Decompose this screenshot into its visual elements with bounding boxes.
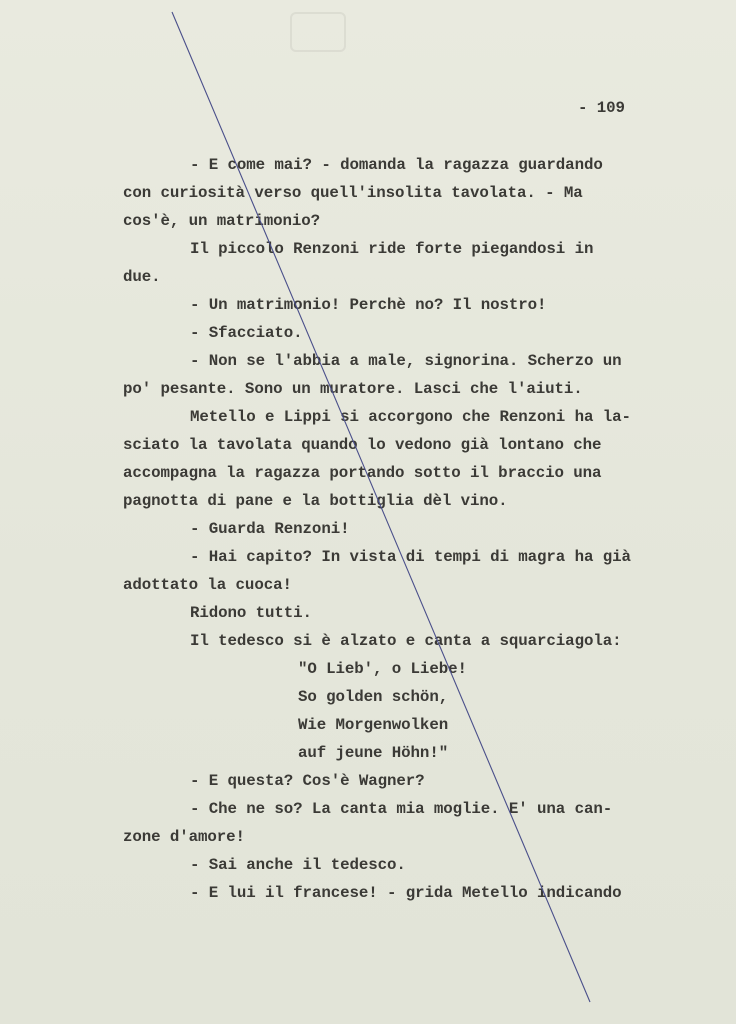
text-line: cos'è, un matrimonio? <box>123 212 320 230</box>
text-line: - E come mai? - domanda la ragazza guardando <box>190 156 603 174</box>
text-line: - Guarda Renzoni! <box>190 520 350 538</box>
text-line: - E lui il francese! - grida Metello indicando <box>190 884 622 902</box>
text-line: - Non se l'abbia a male, signorina. Scherzo un <box>190 352 622 370</box>
text-line: po' pesante. Sono un muratore. Lasci che l'aiuti. <box>123 380 583 398</box>
text-line: - E questa? Cos'è Wagner? <box>190 772 425 790</box>
text-line: adottato la cuoca! <box>123 576 292 594</box>
text-line: Il piccolo Renzoni ride forte piegandosi in <box>190 240 594 258</box>
page-number: - 109 <box>578 99 625 117</box>
text-line: - Che ne so? La canta mia moglie. E' una can- <box>190 800 613 818</box>
text-line: pagnotta di pane e la bottiglia dèl vino. <box>123 492 508 510</box>
text-line: - Hai capito? In vista di tempi di magra ha già <box>190 548 631 566</box>
text-line: So golden schön, <box>298 688 449 706</box>
text-line: Metello e Lippi si accorgono che Renzoni ha la- <box>190 408 631 426</box>
text-line: sciato la tavolata quando lo vedono già lontano che <box>123 436 602 454</box>
text-line: - Un matrimonio! Perchè no? Il nostro! <box>190 296 547 314</box>
text-line: Il tedesco si è alzato e canta a squarciagola: <box>190 632 622 650</box>
text-line: auf jeune Höhn!" <box>298 744 449 762</box>
text-line: con curiosità verso quell'insolita tavolata. - Ma <box>123 184 583 202</box>
text-line: due. <box>123 268 161 286</box>
text-line: Ridono tutti. <box>190 604 312 622</box>
diagonal-strike <box>172 12 590 1002</box>
text-line: Wie Morgenwolken <box>298 716 449 734</box>
text-line: - Sai anche il tedesco. <box>190 856 406 874</box>
text-line: "O Lieb', o Liebe! <box>298 660 467 678</box>
text-line: accompagna la ragazza portando sotto il braccio una <box>123 464 602 482</box>
text-line: zone d'amore! <box>123 828 245 846</box>
text-line: - Sfacciato. <box>190 324 303 342</box>
